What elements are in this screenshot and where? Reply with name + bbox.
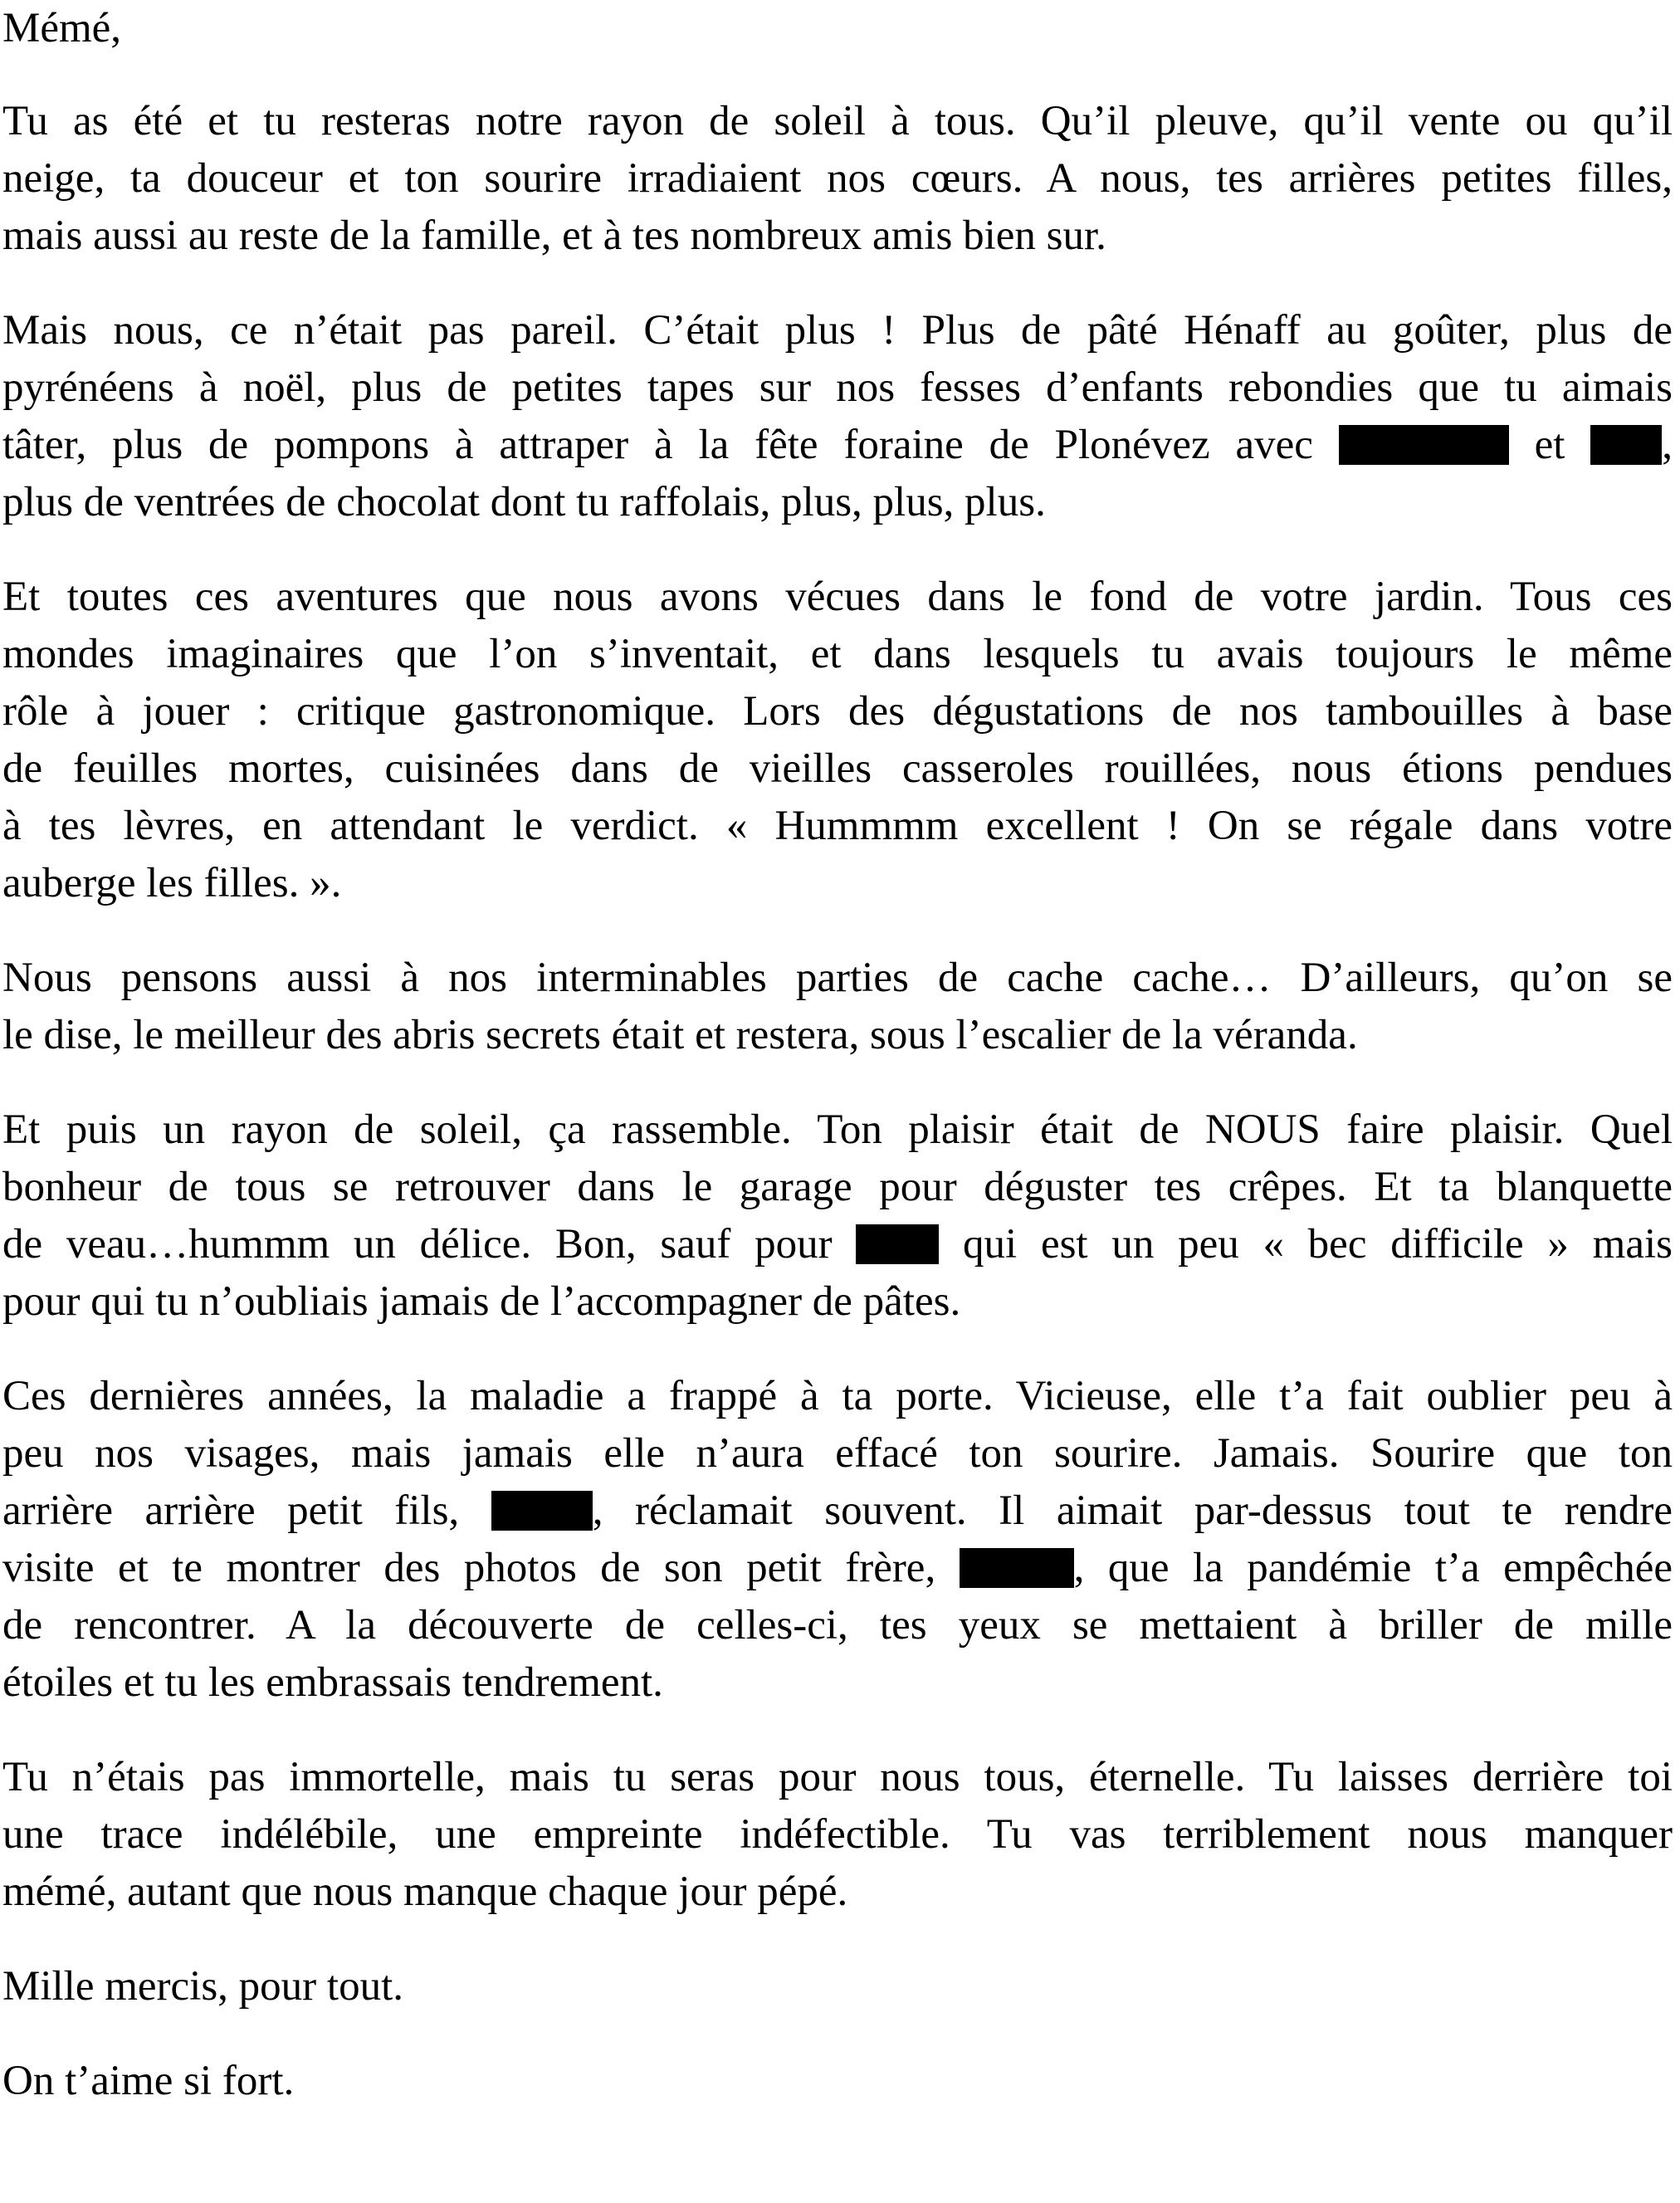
paragraph-line: Nous pensons aussi à nos interminables parties de cache cache… D’ailleurs, qu’on se [2, 955, 1673, 1001]
paragraph-6 [2, 1368, 1673, 1712]
paragraph-line: mondes imaginaires que l’on s’inventait, et dans lesquels tu avais toujours le même [2, 631, 1673, 677]
paragraph-line: étoiles et tu les embrassais tendrement. [2, 1659, 663, 1706]
closing-love [2, 2053, 1673, 2110]
text-segment: qui est un peu « bec difficile » mais [939, 1221, 1673, 1268]
paragraph-line: pour qui tu n’oubliais jamais de l’accompagner de pâtes. [2, 1278, 961, 1325]
paragraph-line [2, 1540, 1673, 1597]
redaction-box [856, 1224, 939, 1264]
redaction-box [491, 1491, 593, 1531]
paragraph-line: Et toutes ces aventures que nous avons vécues dans le fond de votre jardin. Tous ces [2, 574, 1673, 620]
paragraph-3 [2, 569, 1673, 912]
text-segment: de veau…hummm un délice. Bon, sauf pour [2, 1221, 857, 1268]
paragraph-line: Et puis un rayon de soleil, ça rassemble. Ton plaisir était de NOUS faire plaisir. Quel [2, 1106, 1673, 1153]
text-segment: , que la pandémie t’a empêchée [1073, 1545, 1673, 1591]
paragraph-line: Mais nous, ce n’était pas pareil. C’était plus ! Plus de pâté Hénaff au goûter, plus de [2, 307, 1673, 354]
paragraph-line: mais aussi au reste de la famille, et à tes nombreux amis bien sur. [2, 212, 1106, 259]
text-segment: , [1662, 422, 1673, 468]
paragraph-line [2, 1483, 1673, 1540]
text-segment: visite et te montrer des photos de son petit frère, [2, 1545, 960, 1591]
paragraph-line [2, 417, 1673, 474]
paragraph-line: auberge les filles. ». [2, 860, 342, 906]
paragraph-line: Tu as été et tu resteras notre rayon de soleil à tous. Qu’il pleuve, qu’il vente ou qu’il [2, 98, 1673, 144]
paragraph-5 [2, 1102, 1673, 1331]
paragraph-line: neige, ta douceur et ton sourire irradiaient nos cœurs. A nous, tes arrières petites filles, [2, 155, 1673, 202]
paragraph-line: mémé, autant que nous manque chaque jour pépé. [2, 1868, 848, 1915]
paragraph-4 [2, 950, 1673, 1064]
redaction-box [1339, 425, 1509, 465]
paragraph-line: une trace indélébile, une empreinte indéfectible. Tu vas terriblement nous manquer [2, 1811, 1673, 1858]
greeting: Mémé, [2, 5, 122, 51]
paragraph-line: plus de ventrées de chocolat dont tu raffolais, plus, plus, plus. [2, 479, 1046, 525]
text-segment: tâter, plus de pompons à attraper à la fête foraine de Plonévez avec [2, 422, 1339, 468]
paragraph-1 [2, 93, 1673, 265]
closing-line: Mille mercis, pour tout. [2, 1963, 404, 2010]
paragraph-line: peu nos visages, mais jamais elle n’aura effacé ton sourire. Jamais. Sourire que ton [2, 1430, 1673, 1477]
text-segment: et [1508, 422, 1591, 468]
paragraph-line: bonheur de tous se retrouver dans le garage pour déguster tes crêpes. Et ta blanquette [2, 1164, 1673, 1210]
paragraph-line: de feuilles mortes, cuisinées dans de vieilles casseroles rouillées, nous étions pendues [2, 745, 1673, 792]
paragraph-line: Ces dernières années, la maladie a frappé à ta porte. Vicieuse, elle t’a fait oublier peu à [2, 1373, 1673, 1419]
paragraph-line: pyrénéens à noël, plus de petites tapes sur nos fesses d’enfants rebondies que tu aimais [2, 364, 1673, 411]
paragraph-line: le dise, le meilleur des abris secrets était et restera, sous l’escalier de la véranda. [2, 1012, 1358, 1058]
closing-line: On t’aime si fort. [2, 2058, 295, 2104]
paragraph-line: rôle à jouer : critique gastronomique. Lors des dégustations de nos tambouilles à base [2, 688, 1673, 735]
paragraph-7 [2, 1749, 1673, 1921]
redaction-box [1590, 425, 1662, 465]
paragraph-line: Tu n’étais pas immortelle, mais tu seras pour nous tous, éternelle. Tu laisses derrière toi [2, 1754, 1673, 1800]
text-segment: , réclamait souvent. Il aimait par-dessus tout te rendre [592, 1487, 1673, 1534]
text-segment: arrière arrière petit fils, [2, 1487, 491, 1534]
paragraph-2 [2, 302, 1673, 531]
paragraph-line: à tes lèvres, en attendant le verdict. « Hummmm excellent ! On se régale dans votre [2, 803, 1673, 849]
paragraph-line [2, 1216, 1673, 1273]
paragraph-line: de rencontrer. A la découverte de celles-ci, tes yeux se mettaient à briller de mille [2, 1602, 1673, 1649]
letter-body [2, 0, 1673, 2110]
redaction-box [960, 1548, 1074, 1588]
closing-thanks [2, 1958, 1673, 2015]
